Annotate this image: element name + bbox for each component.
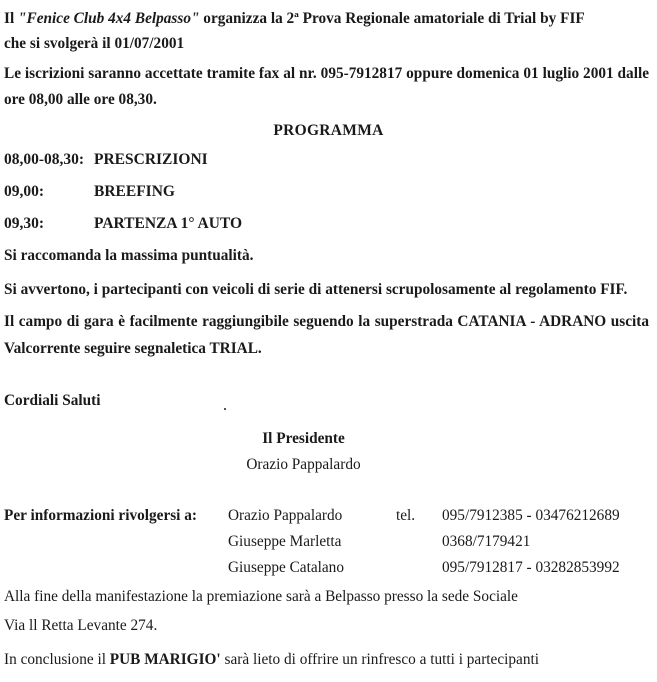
intro-section bbox=[0, 0, 657, 113]
signature-block bbox=[0, 430, 657, 474]
contact-tel-label: tel. bbox=[396, 507, 416, 525]
award-location-line: Alla fine della manifestazione la premiazione sarà a Belpasso presso la sede Sociale bbox=[4, 588, 518, 606]
intro-prefix: Il bbox=[4, 10, 19, 27]
series-vehicles-note: Si avvertono, i partecipanti con veicoli di serie di attenersi scrupolosamente al regolamento FIF. bbox=[4, 281, 628, 299]
contacts-lead-spacer bbox=[4, 532, 228, 551]
contacts-lead: Per informazioni rivolgersi a: bbox=[4, 507, 198, 525]
contact-row bbox=[4, 558, 657, 577]
contact-name: Giuseppe Catalano bbox=[228, 559, 344, 577]
schedule-label: BREEFING bbox=[94, 183, 175, 201]
venue-directions-note: Il campo di gara è facilmente raggiungibile seguendo la superstrada CATANIA - ADRANO uscita Valcorrente seguire segnaletica TRIAL. bbox=[4, 313, 649, 357]
schedule-label: PARTENZA 1° AUTO bbox=[94, 215, 243, 233]
contact-number: 095/7912817 - 03282853992 bbox=[442, 559, 620, 577]
stray-mark bbox=[224, 408, 226, 410]
punctuality-note: Si raccomanda la massima puntualità. bbox=[4, 247, 254, 265]
intro-paragraph bbox=[0, 7, 657, 32]
contact-name: Orazio Pappalardo bbox=[228, 507, 343, 525]
programma-title: PROGRAMMA bbox=[273, 122, 384, 140]
intro-line-2: che si svolgerà il 01/07/2001 bbox=[4, 34, 185, 52]
pub-line-post: sarà lieto di offrire un rinfresco a tutti i partecipanti bbox=[220, 650, 539, 668]
contact-name: Giuseppe Marletta bbox=[228, 533, 342, 551]
contacts-block bbox=[0, 506, 657, 577]
schedule-time: 08,00-08,30: bbox=[4, 151, 85, 169]
president-title: Il Presidente bbox=[262, 430, 345, 448]
schedule-row bbox=[0, 183, 657, 201]
schedule-list bbox=[0, 151, 657, 233]
schedule-label: PRESCRIZIONI bbox=[94, 151, 208, 169]
pub-line-pre: In conclusione il bbox=[4, 650, 110, 668]
club-name: "Fenice Club 4x4 Belpasso" bbox=[18, 10, 200, 27]
contacts-lead-spacer bbox=[4, 558, 228, 577]
schedule-row bbox=[0, 151, 657, 169]
schedule-time: 09,00: bbox=[4, 183, 45, 201]
contact-tel-label bbox=[396, 532, 442, 551]
address-line: Via ll Retta Levante 274. bbox=[4, 616, 158, 634]
intro-text-after: organizza la 2ª Prova Regionale amatoriale di Trial by FIF bbox=[199, 10, 585, 27]
pub-name: PUB MARIGIO' bbox=[109, 650, 221, 668]
president-name: Orazio Pappalardo bbox=[246, 456, 361, 474]
registration-paragraph: Le iscrizioni saranno accettate tramite fax al nr. 095-7912817 oppure domenica 01 luglio 2001 dalle ore 08,00 alle ore 08,30. bbox=[4, 64, 649, 108]
contact-number: 095/7912385 - 03476212689 bbox=[442, 507, 620, 525]
contact-row bbox=[4, 506, 657, 525]
contact-row bbox=[4, 532, 657, 551]
contact-number: 0368/7179421 bbox=[442, 533, 531, 551]
schedule-time: 09,30: bbox=[4, 215, 45, 233]
pub-line bbox=[4, 649, 657, 671]
closing-greeting: Cordiali Saluti bbox=[4, 392, 101, 410]
closing-notes bbox=[0, 586, 657, 671]
schedule-row bbox=[0, 215, 657, 233]
contact-tel-label bbox=[396, 558, 442, 577]
